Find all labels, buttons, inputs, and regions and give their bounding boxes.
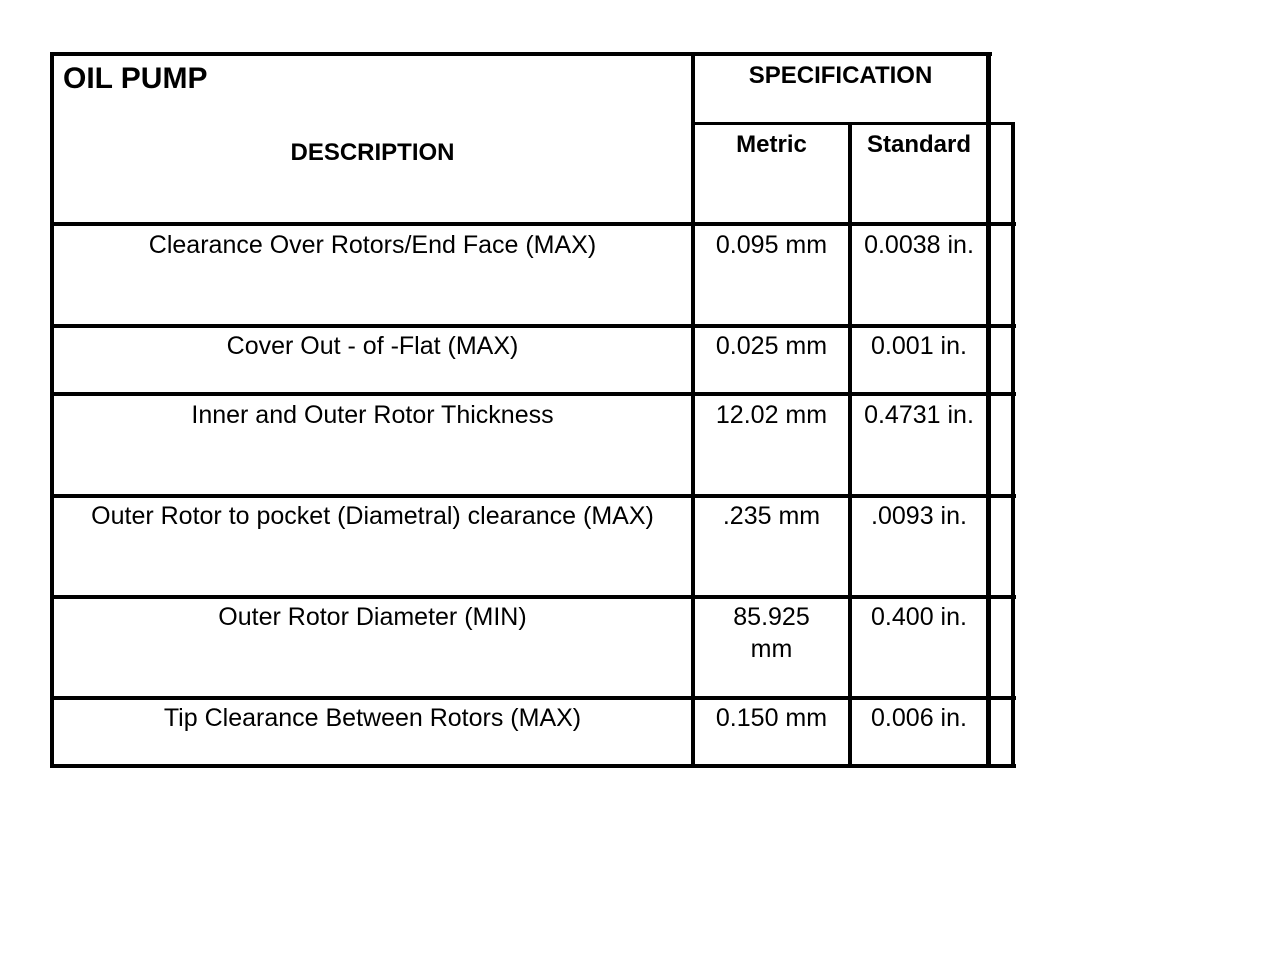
table-title: OIL PUMP [63,62,208,95]
metric-cell: .235 mm [722,502,821,530]
metric-cell: 0.095 mm [715,231,828,259]
standard-cell: 0.0038 in. [864,231,974,259]
metric-cell: 0.025 mm [715,332,828,360]
standard-cell: .0093 in. [871,502,967,530]
row-divider [50,696,1016,700]
standard-cell: 0.4731 in. [864,401,974,429]
row-divider [50,324,1016,328]
standard-cell: 0.001 in. [871,332,967,360]
row-divider [50,595,1016,599]
standard-cell: 0.400 in. [871,603,967,631]
specification-header: SPECIFICATION [748,62,933,89]
table-border-bottom [50,764,1016,768]
description-cell: Inner and Outer Rotor Thickness [191,401,554,429]
description-cell: Clearance Over Rotors/End Face (MAX) [148,231,597,259]
row-divider [50,222,1016,226]
row-divider [50,392,1016,396]
metric-cell: 0.150 mm [715,704,828,732]
standard-cell: 0.006 in. [871,704,967,732]
column-divider-metric [848,124,852,768]
metric-cell: 12.02 mm [715,401,828,429]
standard-header: Standard [866,131,971,158]
metric-header: Metric [736,131,807,158]
metric-cell: 85.925 mm [733,603,810,663]
column-divider-standard [986,56,991,768]
description-cell: Tip Clearance Between Rotors (MAX) [163,704,582,732]
description-cell: Outer Rotor Diameter (MIN) [218,603,527,631]
specification-underline [693,122,1015,125]
table-border-top [50,52,992,56]
description-header: DESCRIPTION [290,139,455,166]
row-divider [50,494,1016,498]
table-border-right [1011,122,1015,768]
description-cell: Outer Rotor to pocket (Diametral) clearance (MAX) [91,502,654,530]
description-cell: Cover Out - of -Flat (MAX) [226,332,519,360]
